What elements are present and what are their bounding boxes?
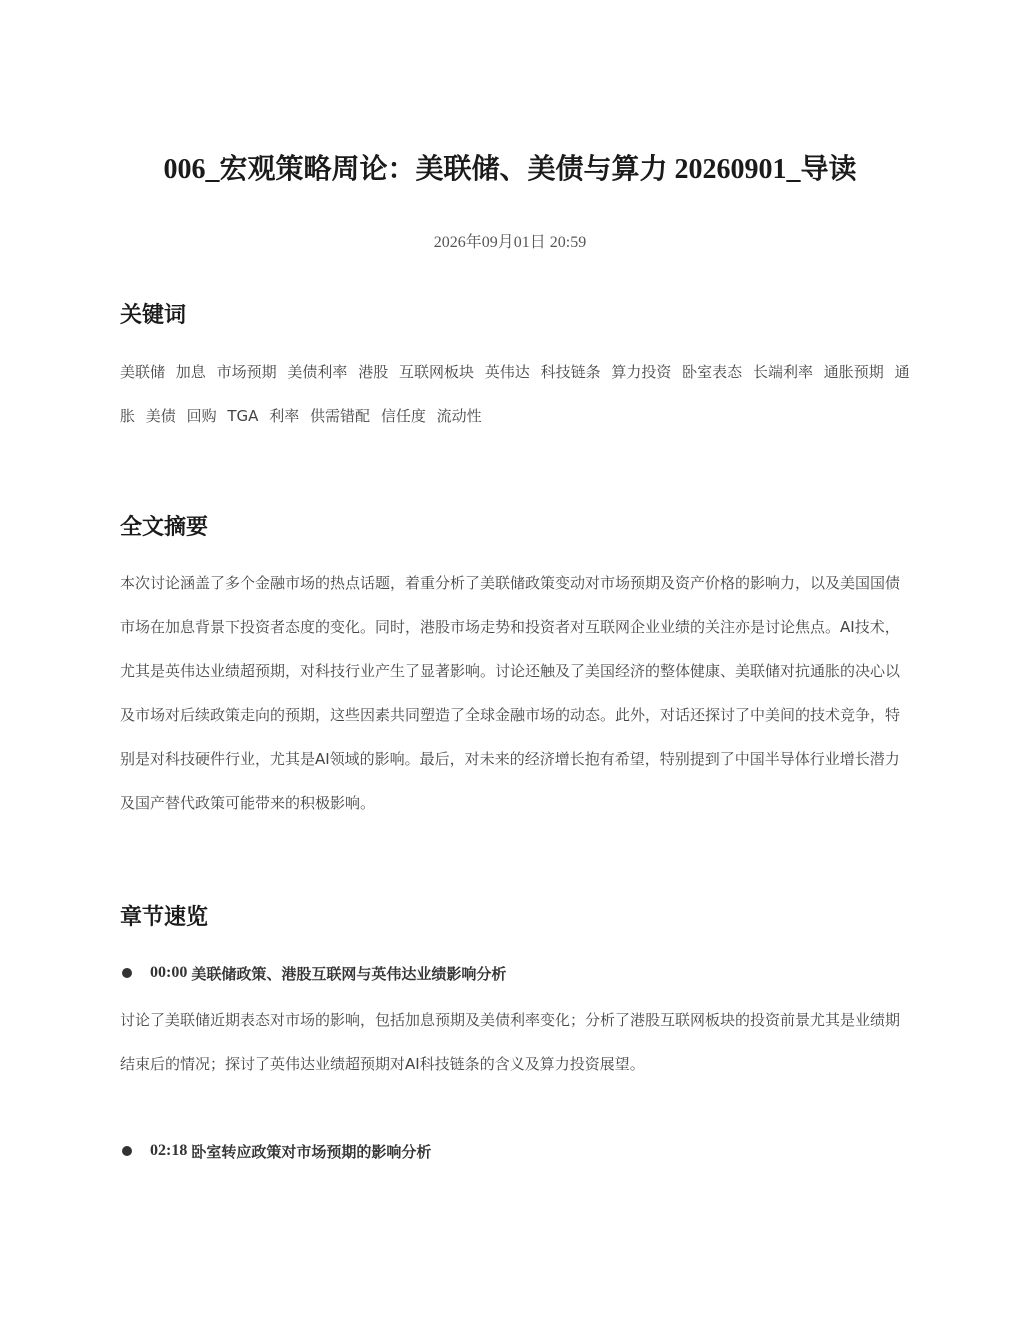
document-title: 006_宏观策略周论：美联储、美债与算力 20260901_导读 <box>163 154 857 185</box>
bullet-icon <box>122 968 132 978</box>
keyword: 通胀 <box>120 363 910 425</box>
keywords-heading: 关键词 <box>120 303 187 328</box>
keyword: 科技链条 <box>540 363 601 381</box>
chapter-timestamp: 00:00 <box>150 964 188 981</box>
keyword: 利率 <box>269 407 300 425</box>
keyword: 回购 <box>186 407 217 425</box>
keyword: 长端利率 <box>752 363 813 381</box>
keyword: 信任度 <box>380 407 426 425</box>
chapter-heading <box>120 961 506 985</box>
chapter-title: 卧室转应政策对市场预期的影响分析 <box>191 1142 432 1161</box>
keyword: 互联网板块 <box>398 363 474 381</box>
keyword: 美债利率 <box>287 363 348 381</box>
chapter-title: 美联储政策、港股互联网与英伟达业绩影响分析 <box>191 964 507 983</box>
keyword: 供需错配 <box>310 407 371 425</box>
keyword: 加息 <box>175 363 206 381</box>
summary-heading: 全文摘要 <box>120 515 209 540</box>
chapters-heading: 章节速览 <box>120 905 209 930</box>
keyword: 美联储 <box>120 363 166 381</box>
chapter-timestamp: 02:18 <box>150 1142 188 1159</box>
keyword: 通胀预期 <box>823 363 884 381</box>
chapter-summary: 讨论了美联储近期表态对市场的影响，包括加息预期及美债利率变化；分析了港股互联网板块的投资前景尤其是业绩期结束后的情况；探讨了英伟达业绩超预期对AI科技链条的含义及算力投资展望。 <box>120 1011 901 1073</box>
summary-text: 本次讨论涵盖了多个金融市场的热点话题，着重分析了美联储政策变动对市场预期及资产价格的影响力，以及美国国债市场在加息背景下投资者态度的变化。同时，港股市场走势和投资者对互联网企业业绩的关注亦是讨论焦点。AI技术，尤其是英伟达业绩超预期，对科技行业产生了显著影响。讨论还触及了美国经济的整体健康、美联储对抗通胀的决心以及市场对后续政策走向的预期，这些因素共同塑造了全球金融市场的动态。此外，对话还探讨了中美间的技术竞争，特别是对科技硬件行业，尤其是AI领域的影响。最后，对未来的经济增长抱有希望，特别提到了中国半导体行业增长潜力及国产替代政策可能带来的积极影响。 <box>120 574 901 812</box>
bullet-icon <box>122 1146 132 1156</box>
keywords-list <box>120 350 910 438</box>
keyword: 市场预期 <box>216 363 277 381</box>
keyword: 美债 <box>145 407 176 425</box>
keyword: 港股 <box>358 363 389 381</box>
keyword: 流动性 <box>436 407 482 425</box>
chapter-heading <box>120 1139 431 1163</box>
keyword: 卧室表态 <box>682 363 743 381</box>
keyword: 英伟达 <box>484 363 530 381</box>
keyword: TGA <box>227 407 259 425</box>
document-date: 2026年09月01日 20:59 <box>433 234 587 251</box>
keyword: 算力投资 <box>611 363 672 381</box>
